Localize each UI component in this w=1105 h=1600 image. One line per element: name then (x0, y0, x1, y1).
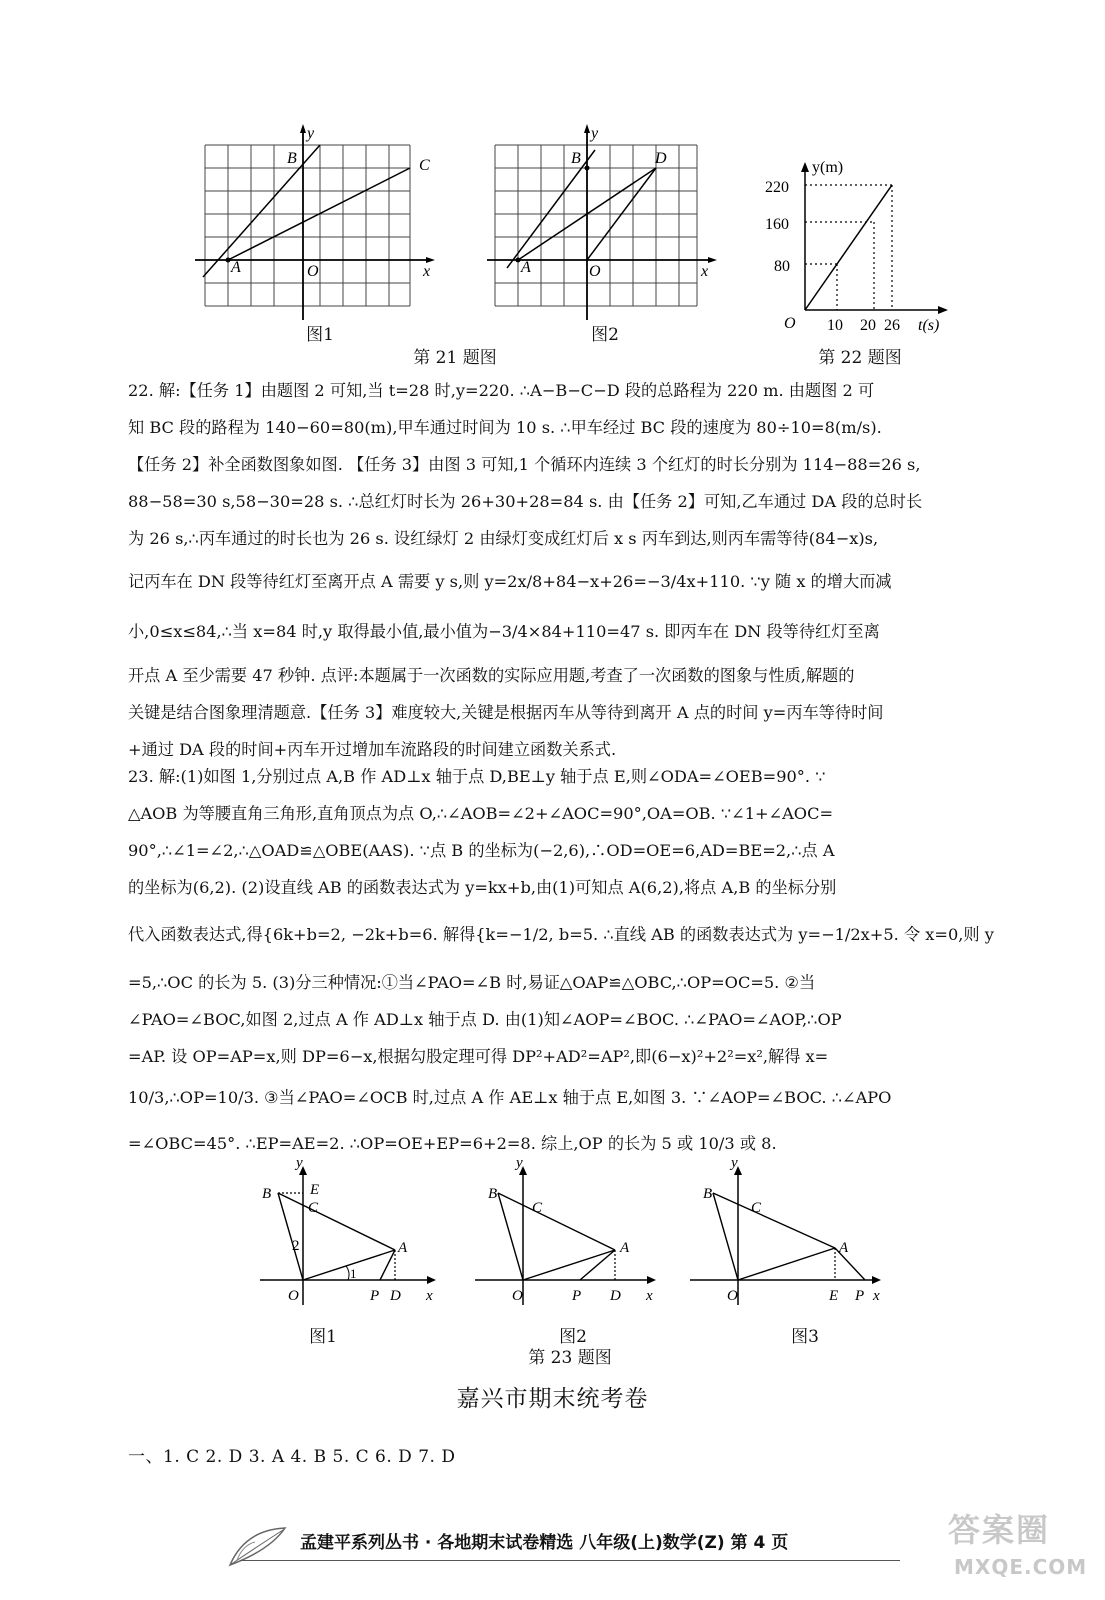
q22-y-tick-80: 80 (774, 258, 790, 275)
q23-caption: 第 23 题图 (528, 1348, 612, 1368)
q22-caption: 第 22 题图 (818, 348, 902, 368)
q22-line-9: 关键是结合图象理清题意.【任务 3】难度较大,关键是根据丙车从等待到离开 A 点的时间 y=丙车等待时间 (128, 703, 884, 722)
q23-line-6: =5,∴OC 的长为 5. (3)分三种情况:①当∠PAO=∠B 时,易证△OAP≌△OBC,∴OP=OC=5. ②当 (128, 973, 816, 992)
q22-line-4: 88−58=30 s,58−30=28 s. ∴总红灯时长为 26+30+28=84 s. 由【任务 2】可知,乙车通过 DA 段的总时长 (128, 492, 923, 511)
q22-line-1: 22. 解:【任务 1】由题图 2 可知,当 t=28 时,y=220. ∴A−B−C−D 段的总路程为 220 m. 由题图 2 可 (128, 381, 875, 400)
q21-figure-2 (487, 120, 727, 324)
q22-y-label: y(m) (812, 159, 844, 176)
watermark-logo (940, 1505, 1090, 1590)
q23-fig3-caption: 图3 (791, 1327, 819, 1347)
q23-fig3-point-e: E (829, 1288, 839, 1304)
q23-line-4: 的坐标为(6,2). (2)设直线 AB 的函数表达式为 y=kx+b,由(1)可知点 A(6,2),将点 A,B 的坐标分别 (128, 878, 837, 897)
q23-fig1-origin: O (288, 1288, 299, 1304)
q23-line-7: ∠PAO=∠BOC,如图 2,过点 A 作 AD⊥x 轴于点 D. 由(1)知∠AOP=∠BOC. ∴∠PAO=∠AOP,∴OP (128, 1010, 842, 1029)
watermark-bottom-text: MXQE.COM (954, 1555, 1088, 1579)
q22-line-5: 为 26 s,∴丙车通过的时长也为 26 s. 设红绿灯 2 由绿灯变成红灯后 x s 丙车到达,则丙车需等待(84−x)s, (128, 529, 879, 548)
q23-fig1-caption: 图1 (309, 1327, 337, 1347)
q23-figure-3 (685, 1160, 895, 1314)
q23-fig1-y-label: y (296, 1160, 303, 1171)
q23-fig3-point-a: A (839, 1240, 849, 1256)
q23-line-2: △AOB 为等腰直角三角形,直角顶点为点 O,∴∠AOB=∠2+∠AOC=90°,OA=OB. ∵∠1+∠AOC= (128, 804, 834, 823)
q23-line-3: 90°,∴∠1=∠2,∴△OAD≌△OBE(AAS). ∵点 B 的坐标为(−2,6),∴OD=OE=6,AD=BE=2,∴点 A (128, 841, 835, 860)
q21-fig1-caption: 图1 (306, 325, 334, 345)
fig2-point-a-label: A (521, 259, 531, 276)
q22-figure (760, 150, 960, 344)
fig2-point-b-label: B (571, 150, 581, 167)
q22-y-tick-220: 220 (765, 179, 789, 196)
q23-solution (128, 758, 1008, 1167)
multiple-choice-answers: 一、1. C 2. D 3. A 4. B 5. C 6. D 7. D (128, 1447, 456, 1467)
q22-x-tick-26: 26 (884, 317, 900, 334)
fig2-y-label: y (591, 125, 599, 142)
q23-fig1-point-d: D (390, 1288, 401, 1304)
q22-line-10: +通过 DA 段的时间+丙车开过增加车流路段的时间建立函数关系式. (128, 740, 617, 759)
fig1-y-label: y (307, 125, 315, 142)
q22-solution (128, 372, 1008, 768)
q22-line-7: 小,0≤x≤84,∴当 x=84 时,y 取得最小值,最小值为−3/4×84+110=47 s. 即丙车在 DN 段等待红灯至离 (128, 622, 880, 641)
fig1-point-a-label: A (231, 259, 241, 276)
q23-fig2-point-c: C (532, 1200, 543, 1216)
q23-fig1-x-label: x (426, 1288, 433, 1304)
section-title: 嘉兴市期末统考卷 (456, 1386, 649, 1412)
fig1-x-label: x (423, 263, 431, 280)
q21-fig2-caption: 图2 (591, 325, 619, 345)
fig2-point-d-label: D (655, 150, 667, 167)
q23-fig2-point-a: A (620, 1240, 630, 1256)
q23-fig3-point-p: P (855, 1288, 865, 1304)
q23-fig2-point-d: D (610, 1288, 621, 1304)
q23-figure-1 (250, 1160, 450, 1314)
footer-text: 孟建平系列丛书 · 各地期末试卷精选 八年级(上)数学(Z) 第 4 页 (300, 1533, 789, 1553)
q22-y-tick-160: 160 (765, 216, 789, 233)
q22-line-6: 记丙车在 DN 段等待红灯至离开点 A 需要 y s,则 y=2x/8+84−x+26=−3/4x+110. ∵y 随 x 的增大而减 (128, 572, 892, 591)
q21-caption: 第 21 题图 (413, 348, 497, 368)
q22-line-3: 【任务 2】补全函数图象如图. 【任务 3】由图 3 可知,1 个循环内连续 3 个红灯的时长分别为 114−88=26 s, (128, 455, 921, 474)
q22-x-tick-10: 10 (827, 317, 843, 334)
fig1-origin-label: O (307, 263, 319, 280)
q22-t-label: t(s) (918, 317, 940, 334)
fig1-point-b-label: B (287, 150, 297, 167)
q23-fig1-point-e: E (310, 1182, 320, 1198)
q23-figure-2 (470, 1160, 670, 1314)
q23-fig1-point-p: P (370, 1288, 380, 1304)
q23-fig3-point-b: B (703, 1186, 713, 1202)
q23-fig2-y-label: y (516, 1160, 523, 1171)
q23-fig3-y-label: y (731, 1160, 738, 1171)
q23-fig3-origin: O (727, 1288, 738, 1304)
q22-line-8: 开点 A 至少需要 47 秒钟. 点评:本题属于一次函数的实际应用题,考查了一次函数的图象与性质,解题的 (128, 666, 855, 685)
q23-fig2-caption: 图2 (559, 1327, 587, 1347)
q23-fig1-angle-2: 2 (292, 1238, 300, 1254)
q23-fig1-point-b: B (262, 1186, 272, 1202)
q23-fig2-x-label: x (646, 1288, 653, 1304)
q23-line-8: =AP. 设 OP=AP=x,则 DP=6−x,根据勾股定理可得 DP²+AD²=AP²,即(6−x)²+2²=x²,解得 x= (128, 1047, 829, 1066)
q23-line-1: 23. 解:(1)如图 1,分别过点 A,B 作 AD⊥x 轴于点 D,BE⊥y 轴于点 E,则∠ODA=∠OEB=90°. ∵ (128, 767, 826, 786)
q23-fig2-origin: O (512, 1288, 523, 1304)
q22-line-2: 知 BC 段的路程为 140−60=80(m),甲车通过时间为 10 s. ∴甲车经过 BC 段的速度为 80÷10=8(m/s). (128, 418, 882, 437)
leaf-ornament-icon (225, 1520, 295, 1570)
q23-fig2-point-b: B (488, 1186, 498, 1202)
q23-fig3-x-label: x (873, 1288, 880, 1304)
q23-line-10: =∠OBC=45°. ∴EP=AE=2. ∴OP=OE+EP=6+2=8. 综上,OP 的长为 5 或 10/3 或 8. (128, 1134, 777, 1153)
q23-fig3-point-c: C (751, 1200, 762, 1216)
watermark-top-text: 答案圈 (948, 1511, 1051, 1549)
fig2-origin-label: O (589, 263, 601, 280)
fig2-x-label: x (701, 263, 709, 280)
fig1-point-c-label: C (419, 157, 430, 174)
q23-fig1-angle-1: 1 (350, 1266, 357, 1281)
q22-x-tick-20: 20 (860, 317, 876, 334)
q21-figure-1 (195, 120, 445, 324)
q23-fig1-point-a: A (398, 1240, 408, 1256)
q23-line-9: 10/3,∴OP=10/3. ③当∠PAO=∠OCB 时,过点 A 作 AE⊥x 轴于点 E,如图 3. ∵∠AOP=∠BOC. ∴∠APO (128, 1088, 892, 1107)
q23-line-5: 代入函数表达式,得{6k+b=2, −2k+b=6. 解得{k=−1/2, b=5. ∴直线 AB 的函数表达式为 y=−1/2x+5. 令 x=0,则 y (128, 925, 994, 944)
q23-fig2-point-p: P (572, 1288, 582, 1304)
footer-rule (240, 1560, 900, 1561)
q23-fig1-point-c: C (308, 1200, 319, 1216)
q22-origin-label: O (784, 315, 796, 332)
